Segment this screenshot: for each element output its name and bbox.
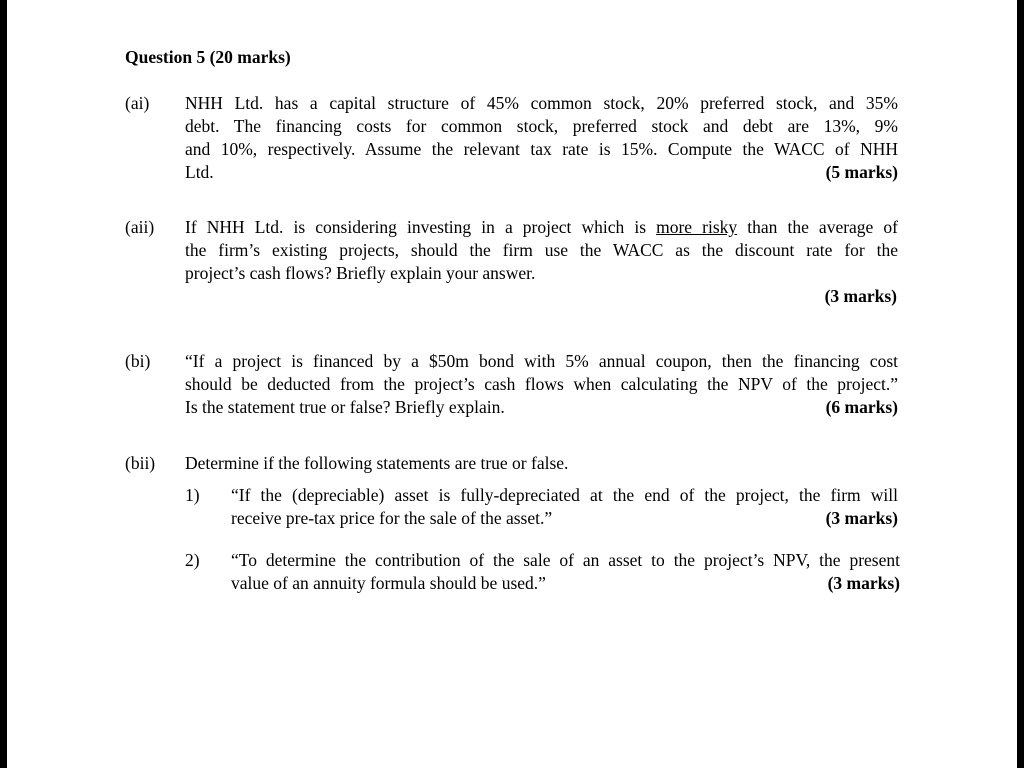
part-aii-label: (aii) bbox=[125, 217, 155, 237]
part-aii-marks: (3 marks) bbox=[824, 286, 897, 306]
part-bi-line-3-text: Is the statement true or false? Briefly explain. bbox=[185, 397, 505, 417]
part-ai-text bbox=[185, 92, 898, 184]
part-ai-marks: (5 marks) bbox=[825, 162, 898, 182]
part-ai-last-line: Ltd. bbox=[185, 162, 214, 182]
part-ai-line-1: NHH Ltd. has a capital structure of 45% common stock, 20% preferred stock, and 35% bbox=[185, 93, 898, 113]
part-ai-line-4 bbox=[185, 161, 898, 184]
part-bi-marks: (6 marks) bbox=[825, 397, 898, 417]
part-bi-line-3 bbox=[185, 396, 898, 419]
part-aii-line-2: the firm’s existing projects, should the firm use the WACC as the discount rate for the bbox=[185, 240, 898, 260]
part-bi-label: (bi) bbox=[125, 351, 151, 371]
bii-item-1-text bbox=[231, 484, 898, 530]
bii-item-2-number: 2) bbox=[185, 550, 200, 570]
part-aii-line-1-pre: If NHH Ltd. is considering investing in a project which is bbox=[185, 217, 657, 237]
bii-item-1-line-2-text: receive pre-tax price for the sale of the asset.” bbox=[231, 508, 553, 528]
bii-item-1-number: 1) bbox=[185, 485, 200, 505]
bii-item-2-line-2-text: value of an annuity formula should be used.” bbox=[231, 573, 546, 593]
part-ai-line-3: and 10%, respectively. Assume the relevant tax rate is 15%. Compute the WACC of NHH bbox=[185, 139, 898, 159]
part-bi-line-2: should be deducted from the project’s cash flows when calculating the NPV of the project.” bbox=[185, 374, 898, 394]
part-bii-intro: Determine if the following statements are true or false. bbox=[185, 453, 569, 473]
bii-item-2-text bbox=[231, 549, 900, 595]
part-ai-label: (ai) bbox=[125, 93, 150, 113]
bii-item-2-marks: (3 marks) bbox=[827, 573, 900, 593]
underlined-phrase: more risky bbox=[656, 217, 738, 237]
bii-item-1-marks: (3 marks) bbox=[825, 508, 898, 528]
part-ai-line-2: debt. The financing costs for common stock, preferred stock and debt are 13%, 9% bbox=[185, 116, 898, 136]
part-aii-line-1 bbox=[185, 216, 898, 239]
bii-item-2-line-2 bbox=[231, 572, 900, 595]
bii-item-1-line-2 bbox=[231, 507, 898, 530]
part-bi-text bbox=[185, 350, 898, 419]
part-bii-label: (bii) bbox=[125, 453, 156, 473]
part-aii-line-3: project’s cash flows? Briefly explain your answer. bbox=[185, 263, 536, 283]
part-aii-text bbox=[185, 216, 898, 285]
bii-item-1-line-1: “If the (depreciable) asset is fully-depreciated at the end of the project, the firm will bbox=[231, 485, 898, 505]
question-title: Question 5 (20 marks) bbox=[125, 47, 291, 67]
part-aii-line-1-post: than the average of bbox=[737, 217, 898, 237]
part-bi-line-1: “If a project is financed by a $50m bond with 5% annual coupon, then the financing cost bbox=[185, 351, 898, 371]
bii-item-2-line-1: “To determine the contribution of the sale of an asset to the project’s NPV, the present bbox=[231, 550, 900, 570]
